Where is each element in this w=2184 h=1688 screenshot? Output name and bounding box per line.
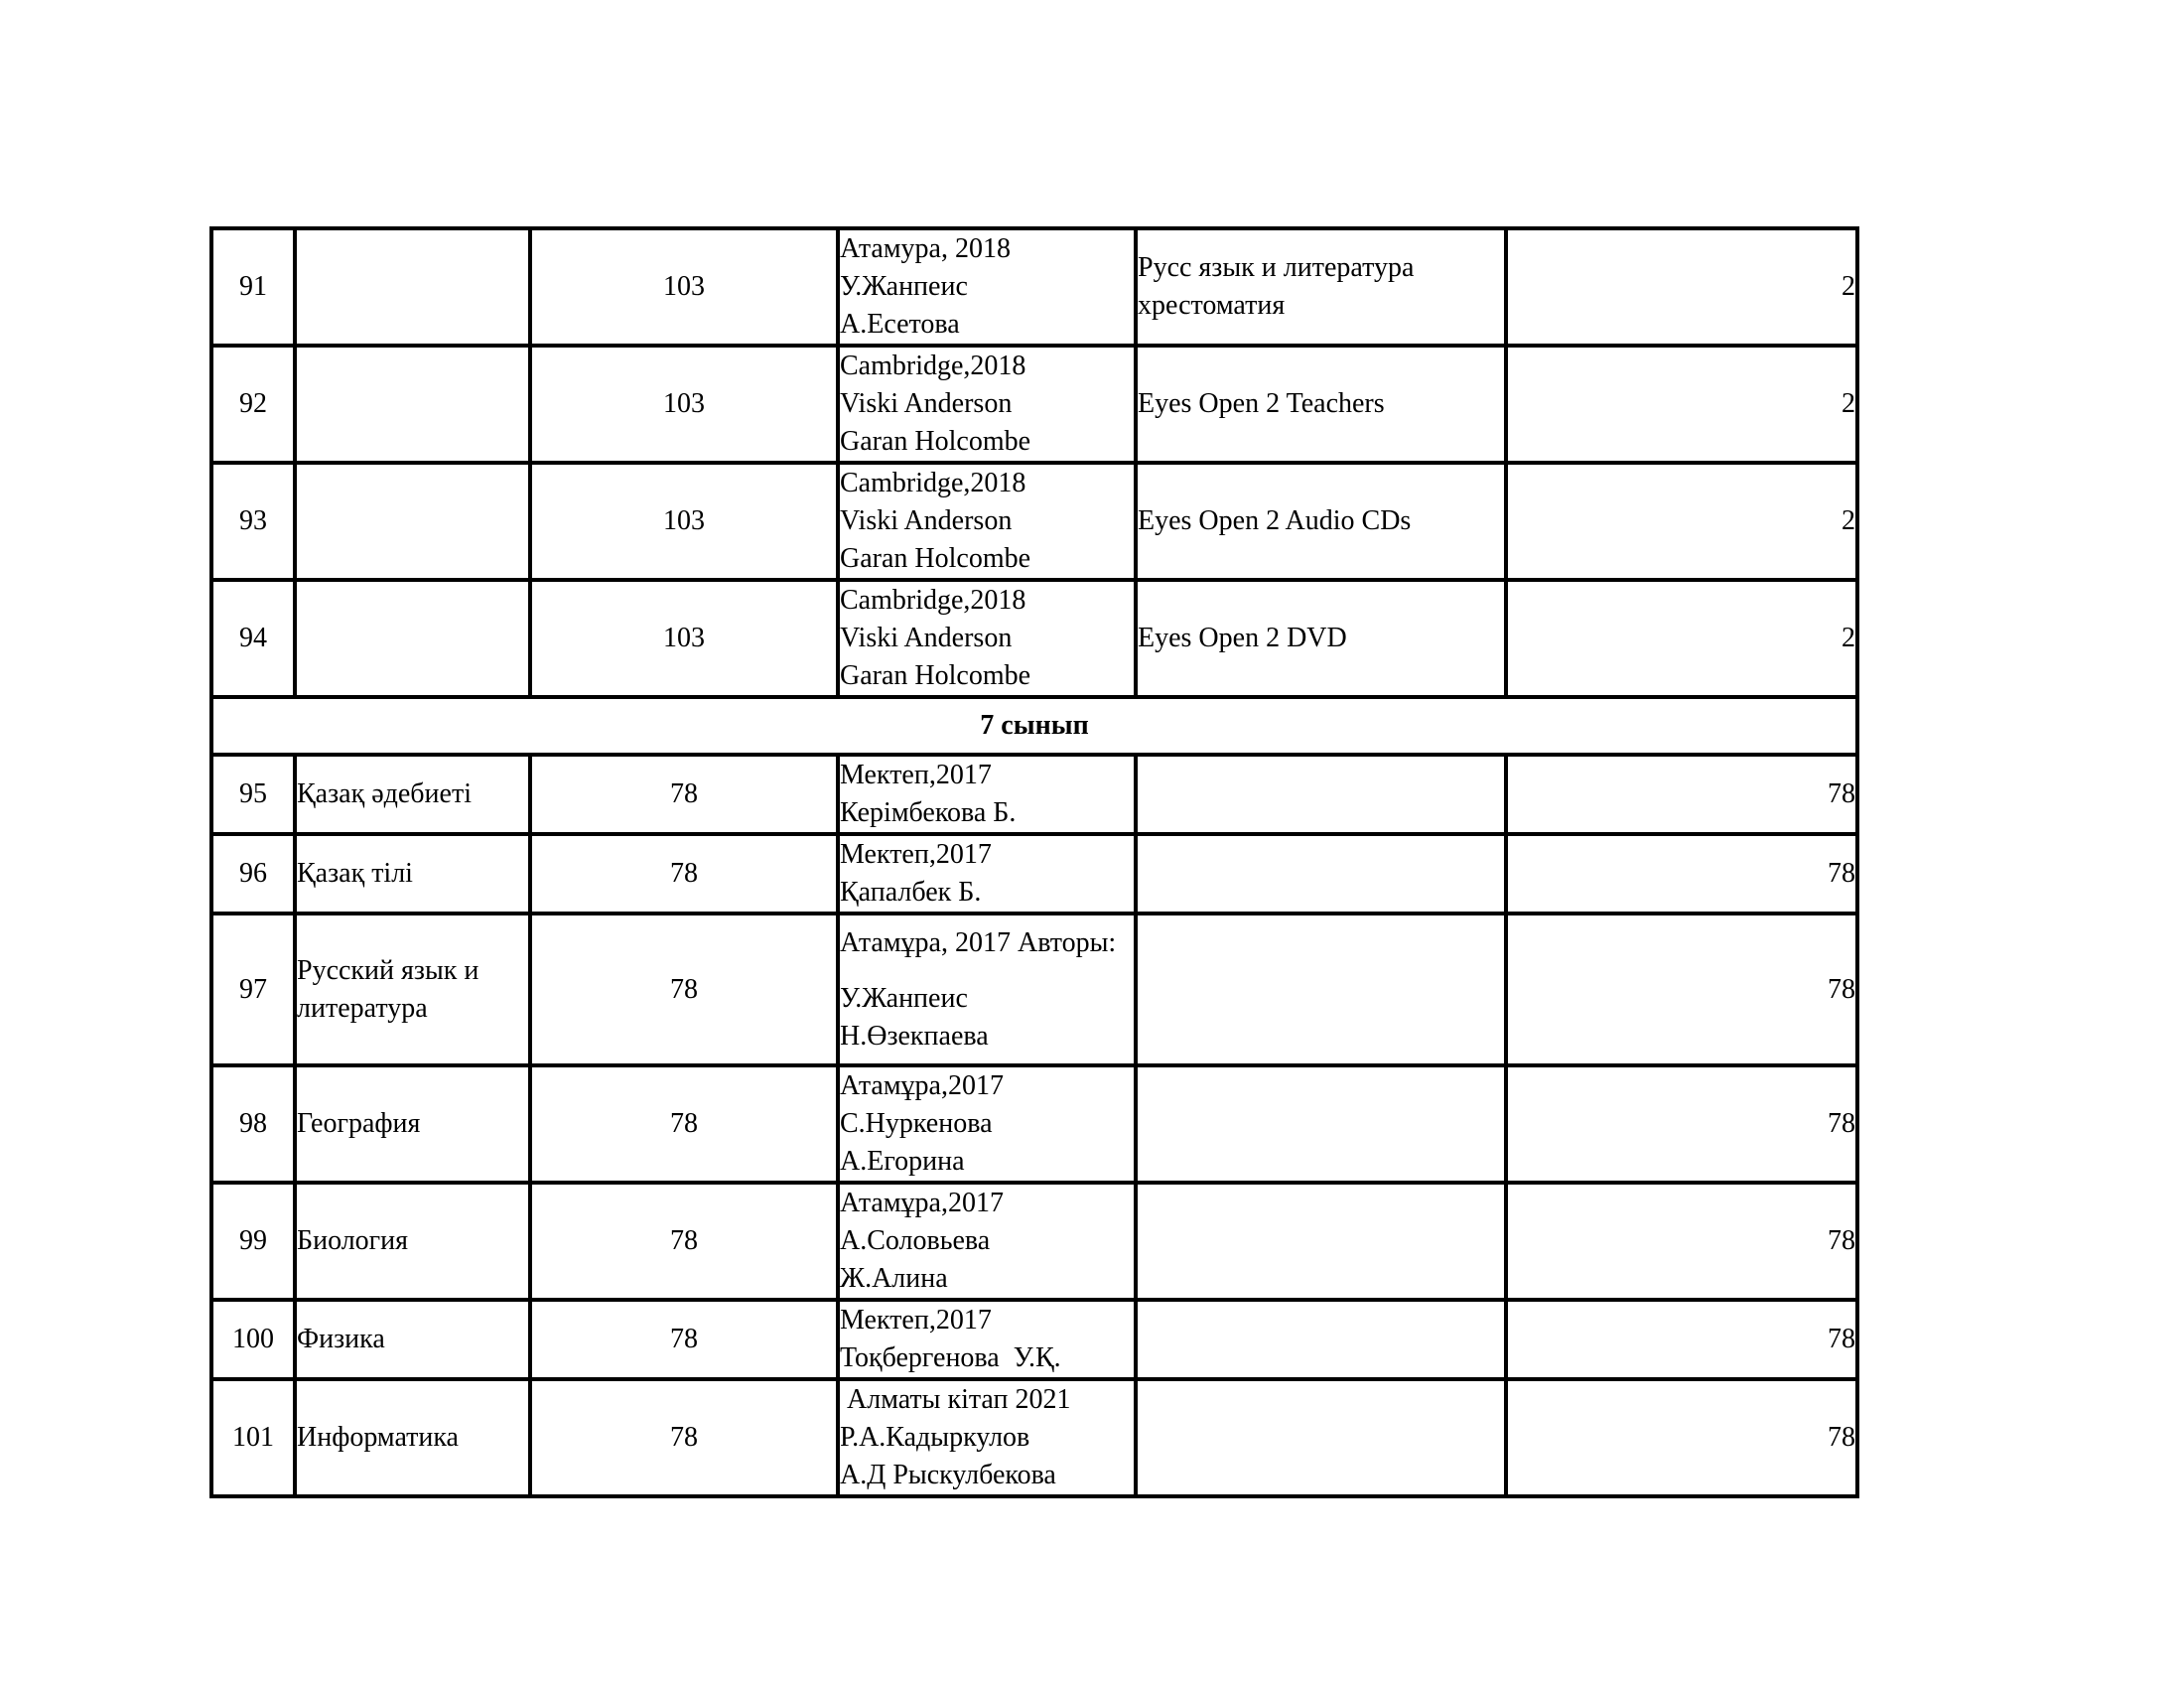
publisher-line: Мектеп,2017 — [840, 1305, 992, 1336]
publisher-line: Атамура, 2018 — [840, 233, 1011, 264]
table-row — [211, 755, 1857, 834]
title-line: Eyes Open 2 DVD — [1138, 623, 1347, 653]
author-line: Керімбекова Б. — [840, 797, 1017, 828]
row-number: 99 — [211, 1183, 295, 1300]
table-row — [211, 580, 1857, 697]
publisher-line: Мектеп,2017 — [840, 839, 992, 870]
publisher-line: Cambridge,2018 — [840, 468, 1026, 498]
author-line: Ж.Алина — [840, 1263, 948, 1294]
count-cell: 78 — [530, 1379, 838, 1496]
quantity-cell: 2 — [1506, 228, 1857, 346]
publisher-cell — [838, 1300, 1136, 1379]
author-line: Garan Holcombe — [840, 426, 1031, 457]
row-number: 97 — [211, 914, 295, 1065]
row-number: 101 — [211, 1379, 295, 1496]
table-row — [211, 346, 1857, 463]
count-cell: 103 — [530, 346, 838, 463]
author-line: А.Соловьева — [840, 1225, 991, 1256]
title-line: Eyes Open 2 Teachers — [1138, 388, 1385, 419]
publisher-line: Мектеп,2017 — [840, 760, 992, 790]
count-cell: 78 — [530, 914, 838, 1065]
publisher-line: Cambridge,2018 — [840, 351, 1026, 381]
subject-cell: Қазақ тілі — [295, 834, 530, 914]
count-cell: 103 — [530, 228, 838, 346]
row-number: 93 — [211, 463, 295, 580]
subject-cell — [295, 580, 530, 697]
title-line: Русс язык и литература — [1138, 252, 1415, 283]
table-row — [211, 914, 1857, 1065]
author-line: А.Есетова — [840, 309, 960, 340]
section-header-row — [211, 697, 1857, 755]
author-line: Р.А.Кадыркулов — [840, 1422, 1030, 1453]
quantity-cell: 2 — [1506, 346, 1857, 463]
publisher-cell — [838, 580, 1136, 697]
count-cell: 78 — [530, 755, 838, 834]
row-number: 92 — [211, 346, 295, 463]
subject-cell: Биология — [295, 1183, 530, 1300]
subject-cell — [295, 463, 530, 580]
author-line: Тоқбергенова У.Қ. — [840, 1342, 1061, 1373]
count-cell: 103 — [530, 580, 838, 697]
table-row — [211, 1379, 1857, 1496]
title-cell — [1136, 1065, 1506, 1183]
quantity-cell: 78 — [1506, 1065, 1857, 1183]
publisher-cell — [838, 1065, 1136, 1183]
title-cell — [1136, 834, 1506, 914]
title-cell — [1136, 1300, 1506, 1379]
publisher-line: Атамұра, 2017 Авторы: — [840, 926, 1117, 958]
title-cell — [1136, 755, 1506, 834]
title-cell — [1136, 580, 1506, 697]
line-spacer — [840, 962, 1134, 980]
publisher-cell — [838, 834, 1136, 914]
author-line: У.Жанпеис — [840, 982, 968, 1014]
publisher-cell — [838, 346, 1136, 463]
section-title: 7 сынып — [211, 697, 1857, 755]
author-line: Garan Holcombe — [840, 660, 1031, 691]
quantity-cell: 78 — [1506, 834, 1857, 914]
row-number: 94 — [211, 580, 295, 697]
author-line: Н.Өзекпаева — [840, 1020, 989, 1052]
count-cell: 103 — [530, 463, 838, 580]
publisher-cell — [838, 463, 1136, 580]
subject-cell: Физика — [295, 1300, 530, 1379]
title-cell — [1136, 346, 1506, 463]
author-line: А.Егорина — [840, 1146, 965, 1177]
author-line: Қапалбек Б. — [840, 877, 982, 908]
count-cell: 78 — [530, 1300, 838, 1379]
row-number: 98 — [211, 1065, 295, 1183]
quantity-cell: 2 — [1506, 580, 1857, 697]
publisher-cell — [838, 914, 1136, 1065]
publisher-line: Cambridge,2018 — [840, 585, 1026, 616]
count-cell: 78 — [530, 834, 838, 914]
table-row — [211, 228, 1857, 346]
table-row — [211, 1065, 1857, 1183]
row-number: 95 — [211, 755, 295, 834]
author-line: У.Жанпеис — [840, 271, 968, 302]
publisher-cell — [838, 1183, 1136, 1300]
table-row — [211, 1183, 1857, 1300]
quantity-cell: 78 — [1506, 1183, 1857, 1300]
publisher-cell — [838, 755, 1136, 834]
quantity-cell: 78 — [1506, 1379, 1857, 1496]
count-cell: 78 — [530, 1065, 838, 1183]
publisher-line: Атамұра,2017 — [840, 1188, 1004, 1218]
quantity-cell: 2 — [1506, 463, 1857, 580]
subject-cell: Русский язык и литература — [295, 914, 530, 1065]
author-line: Viski Anderson — [840, 623, 1013, 653]
title-cell — [1136, 1379, 1506, 1496]
table-row — [211, 463, 1857, 580]
subject-cell: География — [295, 1065, 530, 1183]
publisher-line: Атамұра,2017 — [840, 1070, 1004, 1101]
quantity-cell: 78 — [1506, 755, 1857, 834]
row-number: 100 — [211, 1300, 295, 1379]
row-number: 91 — [211, 228, 295, 346]
subject-cell — [295, 346, 530, 463]
title-line: хрестоматия — [1138, 290, 1286, 321]
subject-cell: Информатика — [295, 1379, 530, 1496]
author-line: А.Д Рыскулбекова — [840, 1460, 1056, 1490]
row-number: 96 — [211, 834, 295, 914]
title-cell — [1136, 914, 1506, 1065]
publisher-cell — [838, 1379, 1136, 1496]
title-cell — [1136, 463, 1506, 580]
author-line: Viski Anderson — [840, 505, 1013, 536]
author-line: Viski Anderson — [840, 388, 1013, 419]
title-cell — [1136, 1183, 1506, 1300]
subject-cell: Қазақ әдебиеті — [295, 755, 530, 834]
publisher-line: Алматы кітап 2021 — [840, 1384, 1071, 1415]
subject-cell — [295, 228, 530, 346]
quantity-cell: 78 — [1506, 914, 1857, 1065]
textbook-table — [209, 226, 1859, 1498]
title-cell — [1136, 228, 1506, 346]
quantity-cell: 78 — [1506, 1300, 1857, 1379]
table-row — [211, 1300, 1857, 1379]
author-line: С.Нуркенова — [840, 1108, 993, 1139]
count-cell: 78 — [530, 1183, 838, 1300]
publisher-cell — [838, 228, 1136, 346]
title-line: Eyes Open 2 Audio CDs — [1138, 505, 1412, 536]
author-line: Garan Holcombe — [840, 543, 1031, 574]
table-row — [211, 834, 1857, 914]
